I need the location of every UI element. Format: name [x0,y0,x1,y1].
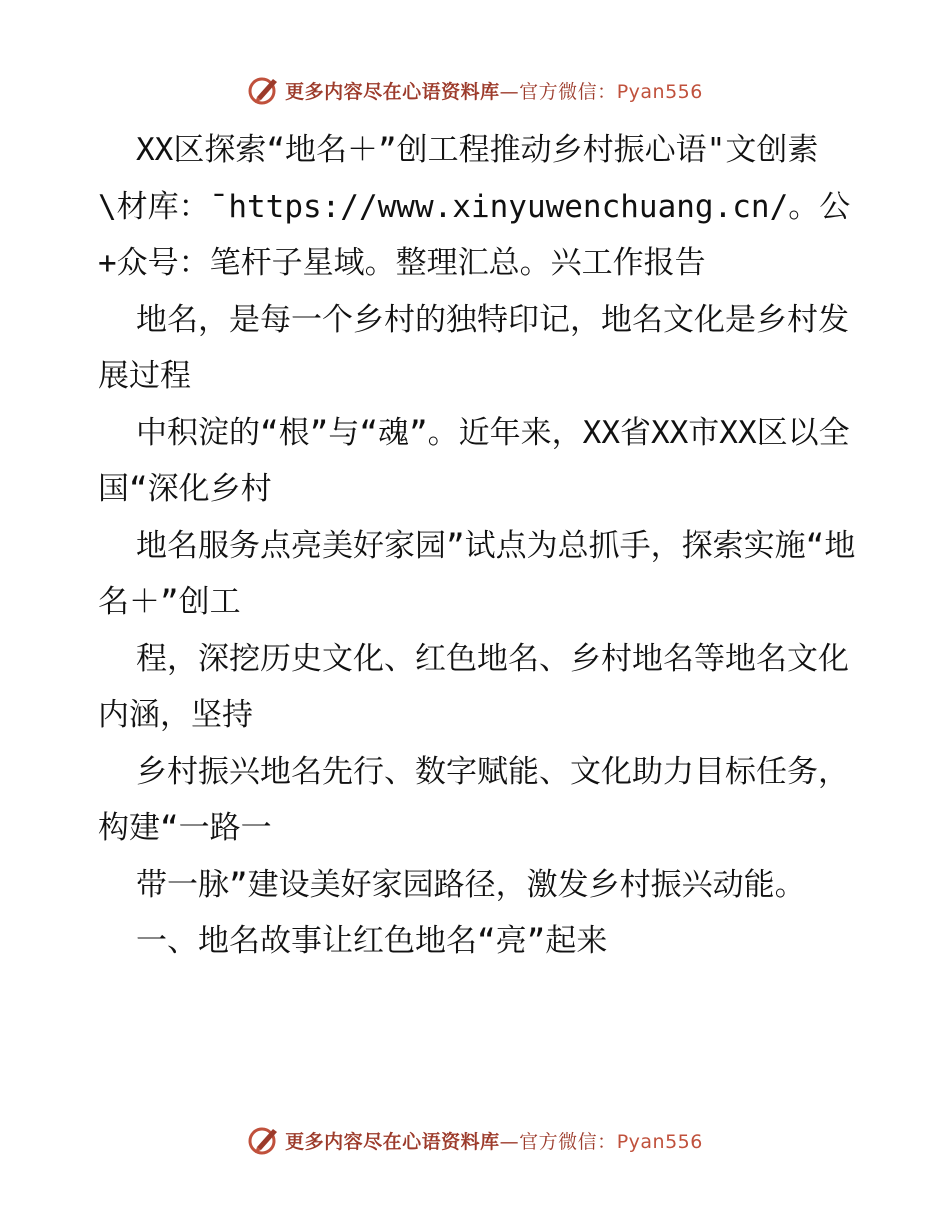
header-wechat-label: 官方微信： [519,80,617,103]
body-paragraph: 地名，是每一个乡村的独特印记，地名文化是乡村发展过程 [98,301,849,394]
body-paragraph: 地名服务点亮美好家园”试点为总抓手，探索实施“地名＋”创工 [98,527,856,620]
footer-separator: — [499,1130,520,1153]
header-banner-text [285,77,703,104]
body-paragraph: 乡村振兴地名先行、数字赋能、文化助力目标任务，构建“一路一 [98,753,849,846]
header-wechat-id: Pyan556 [616,80,703,103]
pen-logo-icon [247,73,281,107]
body-paragraph: 带一脉”建设美好家园路径，激发乡村振兴动能。 [136,866,806,903]
document-title-paragraph: XX区探索“地名＋”创工程推动乡村振心语"文创素\材库：¯https://www.xinyuwenchuang.cn/。公+众号：笔杆子星域。整理汇总。兴工作报告 [98,132,851,281]
section-heading: 一、地名故事让红色地名“亮”起来 [136,923,608,959]
header-watermark-banner [0,70,950,110]
header-brand-text: 更多内容尽在心语资料库 [285,80,500,103]
footer-brand-text: 更多内容尽在心语资料库 [285,1130,500,1153]
footer-wechat-label: 官方微信： [519,1130,617,1153]
footer-wechat-id: Pyan556 [616,1130,703,1153]
document-body [98,122,858,970]
body-paragraph: 中积淀的“根”与“魂”。近年来，XX省XX市XX区以全国“深化乡村 [98,414,850,507]
footer-banner-text [285,1127,703,1154]
header-separator: — [499,80,520,103]
footer-watermark-banner [0,1120,950,1160]
body-paragraph: 程，深挖历史文化、红色地名、乡村地名等地名文化内涵，坚持 [98,640,849,733]
pen-logo-icon [247,1123,281,1157]
